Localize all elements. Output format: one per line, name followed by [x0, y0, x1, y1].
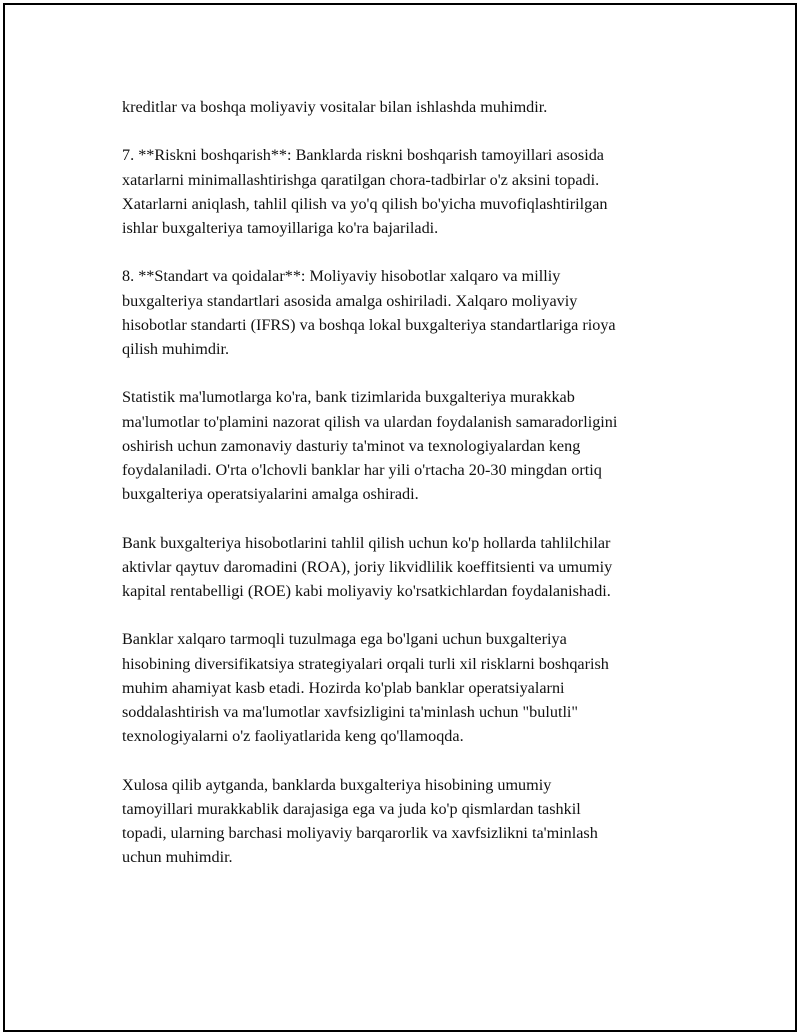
text-line: texnologiyalarni o'z faoliyatlarida keng qo'llamoqda.	[122, 727, 464, 746]
text-line: muhim ahamiyat kasb etadi. Hozirda ko'plab banklar operatsiyalarni	[122, 678, 565, 697]
paragraph-standards	[122, 264, 712, 361]
text-line: Xatarlarni aniqlash, tahlil qilish va yo'q qilish bo'yicha muvofiqlashtirilgan	[122, 194, 608, 213]
text-line: kapital rentabelligi (ROE) kabi moliyaviy ko'rsatkichlardan foydalanishadi.	[122, 582, 611, 600]
text-line: foydalaniladi. O'rta o'lchovli banklar har yili o'rtacha 20-30 mingdan ortiq	[122, 461, 602, 479]
paragraph-risk-management	[122, 143, 712, 240]
page-frame	[3, 3, 797, 1032]
text-line: 8. **Standart va qoidalar**: Moliyaviy hisobotlar xalqaro va milliy	[122, 267, 561, 286]
text-line: aktivlar qaytuv daromadini (ROA), joriy likvidlilik koeffitsienti va umumiy	[122, 557, 613, 576]
text-line: 7. **Riskni boshqarish**: Banklarda riskni boshqarish tamoyillari asosida	[122, 146, 604, 165]
text-line: hisobining diversifikatsiya strategiyalari orqali turli xil risklarni boshqarish	[122, 654, 609, 673]
text-line: Banklar xalqaro tarmoqli tuzulmaga ega bo'lgani uchun buxgalteriya	[122, 630, 567, 649]
text-line: buxgalteriya standartlari asosida amalga oshiriladi. Xalqaro moliyaviy	[122, 291, 578, 310]
paragraph-conclusion	[122, 773, 712, 870]
text-line: ma'lumotlar to'plamini nazorat qilish va ulardan foydalanish samaradorligini	[122, 412, 618, 431]
text-line: oshirish uchun zamonaviy dasturiy ta'minot va texnologiyalardan keng	[122, 436, 581, 455]
text-line: xatarlarni minimallashtirishga qaratilgan chora-tadbirlar o'z aksini topadi.	[122, 170, 600, 189]
text-line: qilish muhimdir.	[122, 340, 230, 358]
text-line: soddalashtirish va ma'lumotlar xavfsizligini ta'minlash uchun "bulutli"	[122, 703, 579, 721]
text-line: kreditlar va boshqa moliyaviy vositalar bilan ishlashda muhimdir.	[122, 98, 548, 116]
paragraph-analysis	[122, 531, 712, 604]
text-line: Bank buxgalteriya hisobotlarini tahlil qilish uchun ko'p hollarda tahlilchilar	[122, 533, 611, 552]
paragraph-diversification	[122, 627, 712, 748]
paragraph-statistics	[122, 385, 712, 506]
text-line: Xulosa qilib aytganda, banklarda buxgalteriya hisobining umumiy	[122, 775, 552, 794]
text-line: topadi, ularning barchasi moliyaviy barqarorlik va xavfsizlikni ta'minlash	[122, 824, 598, 842]
text-line: buxgalteriya operatsiyalarini amalga oshiradi.	[122, 485, 419, 504]
document-body	[122, 95, 712, 894]
text-line: tamoyillari murakkablik darajasiga ega va juda ko'p qismlardan tashkil	[122, 799, 581, 818]
text-line: uchun muhimdir.	[122, 848, 233, 867]
text-line: hisobotlar standarti (IFRS) va boshqa lokal buxgalteriya standartlariga rioya	[122, 315, 616, 334]
paragraph-continuation	[122, 95, 712, 119]
text-line: ishlar buxgalteriya tamoyillariga ko'ra bajariladi.	[122, 219, 439, 237]
text-line: Statistik ma'lumotlarga ko'ra, bank tizimlarida buxgalteriya murakkab	[122, 388, 575, 407]
